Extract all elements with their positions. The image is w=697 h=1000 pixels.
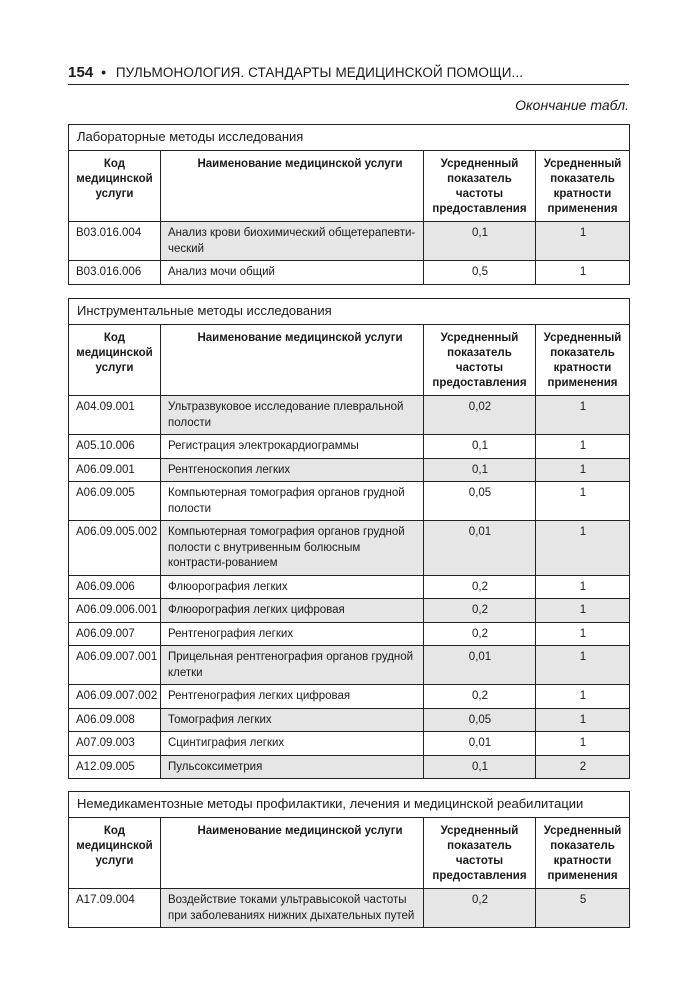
- service-code-cell: B03.016.006: [69, 261, 161, 285]
- service-name-cell: Рентгеноскопия легких: [161, 458, 424, 482]
- column-header-code: Код медицинской услуги: [69, 151, 161, 222]
- header-title: ПУЛЬМОНОЛОГИЯ. СТАНДАРТЫ МЕДИЦИНСКОЙ ПОМОЩИ...: [115, 65, 524, 80]
- multiplicity-cell: 1: [536, 646, 630, 685]
- service-name-cell: Ультразвуковое исследование плевральной полости: [161, 396, 424, 435]
- multiplicity-cell: 1: [536, 708, 630, 732]
- multiplicity-cell: 1: [536, 435, 630, 459]
- frequency-cell: 0,01: [424, 732, 536, 756]
- column-header-multiplicity: Усредненный показатель кратности применения: [536, 151, 630, 222]
- service-name-cell: Рентгенография легких: [161, 622, 424, 646]
- table-row: [69, 732, 630, 756]
- frequency-cell: 0,1: [424, 458, 536, 482]
- column-header-multiplicity: Усредненный показатель кратности применения: [536, 818, 630, 889]
- table-row: [69, 685, 630, 709]
- service-name-cell: Томография легких: [161, 708, 424, 732]
- service-code-cell: A06.09.006: [69, 575, 161, 599]
- table-row: [69, 889, 630, 928]
- multiplicity-cell: 1: [536, 482, 630, 521]
- service-name-cell: Анализ крови биохимический общетерапевти-ческий: [161, 222, 424, 261]
- service-code-cell: A06.09.001: [69, 458, 161, 482]
- table-row: [69, 521, 630, 576]
- service-name-cell: Прицельная рентгенография органов грудной клетки: [161, 646, 424, 685]
- service-code-cell: A06.09.007: [69, 622, 161, 646]
- column-header-name: Наименование медицинской услуги: [161, 325, 424, 396]
- section-title: Инструментальные методы исследования: [69, 299, 630, 325]
- column-header-code: Код медицинской услуги: [69, 818, 161, 889]
- frequency-cell: 0,1: [424, 222, 536, 261]
- table-row: [69, 599, 630, 623]
- multiplicity-cell: 1: [536, 261, 630, 285]
- table-row: [69, 646, 630, 685]
- frequency-cell: 0,05: [424, 482, 536, 521]
- frequency-cell: 0,01: [424, 521, 536, 576]
- multiplicity-cell: 1: [536, 732, 630, 756]
- service-name-cell: Воздействие токами ультравысокой частоты при заболеваниях нижних дыхательных путей: [161, 889, 424, 928]
- table-row: [69, 458, 630, 482]
- header-bullet: •: [101, 65, 107, 80]
- header-rule: [68, 84, 629, 85]
- frequency-cell: 0,5: [424, 261, 536, 285]
- running-header: [68, 64, 629, 81]
- table-non-drug-methods: [68, 791, 630, 928]
- service-code-cell: A06.09.007.002: [69, 685, 161, 709]
- frequency-cell: 0,2: [424, 889, 536, 928]
- column-header-frequency: Усредненный показатель частоты предоставления: [424, 325, 536, 396]
- service-name-cell: Компьютерная томография органов грудной полости: [161, 482, 424, 521]
- table-row: [69, 755, 630, 779]
- frequency-cell: 0,2: [424, 599, 536, 623]
- table-row: [69, 435, 630, 459]
- service-name-cell: Анализ мочи общий: [161, 261, 424, 285]
- frequency-cell: 0,2: [424, 575, 536, 599]
- table-row: [69, 261, 630, 285]
- table-instrumental-methods: [68, 298, 630, 779]
- multiplicity-cell: 1: [536, 458, 630, 482]
- service-name-cell: Регистрация электрокардиограммы: [161, 435, 424, 459]
- multiplicity-cell: 1: [536, 575, 630, 599]
- table-row: [69, 622, 630, 646]
- table-row: [69, 575, 630, 599]
- multiplicity-cell: 1: [536, 521, 630, 576]
- table-row: [69, 222, 630, 261]
- column-header-frequency: Усредненный показатель частоты предоставления: [424, 151, 536, 222]
- table-row: [69, 708, 630, 732]
- multiplicity-cell: 1: [536, 685, 630, 709]
- table-row: [69, 396, 630, 435]
- multiplicity-cell: 1: [536, 222, 630, 261]
- service-code-cell: A06.09.008: [69, 708, 161, 732]
- frequency-cell: 0,2: [424, 622, 536, 646]
- service-code-cell: A12.09.005: [69, 755, 161, 779]
- frequency-cell: 0,1: [424, 435, 536, 459]
- frequency-cell: 0,01: [424, 646, 536, 685]
- section-title: Лабораторные методы исследования: [69, 125, 630, 151]
- service-code-cell: A06.09.005.002: [69, 521, 161, 576]
- service-name-cell: Рентгенография легких цифровая: [161, 685, 424, 709]
- column-header-name: Наименование медицинской услуги: [161, 151, 424, 222]
- frequency-cell: 0,1: [424, 755, 536, 779]
- service-code-cell: A06.09.007.001: [69, 646, 161, 685]
- service-name-cell: Флюорография легких: [161, 575, 424, 599]
- page-number: 154: [68, 64, 94, 81]
- table-continued-label: Окончание табл.: [515, 97, 629, 113]
- service-code-cell: A05.10.006: [69, 435, 161, 459]
- table-laboratory-methods: [68, 124, 630, 285]
- column-header-name: Наименование медицинской услуги: [161, 818, 424, 889]
- service-code-cell: A06.09.006.001: [69, 599, 161, 623]
- section-title: Немедикаментозные методы профилактики, лечения и медицинской реабилитации: [69, 792, 630, 818]
- column-header-frequency: Усредненный показатель частоты предоставления: [424, 818, 536, 889]
- frequency-cell: 0,02: [424, 396, 536, 435]
- multiplicity-cell: 1: [536, 622, 630, 646]
- service-code-cell: A04.09.001: [69, 396, 161, 435]
- multiplicity-cell: 2: [536, 755, 630, 779]
- service-code-cell: A06.09.005: [69, 482, 161, 521]
- service-name-cell: Компьютерная томография органов грудной полости с внутривенным болюсным контрасти-рованием: [161, 521, 424, 576]
- frequency-cell: 0,2: [424, 685, 536, 709]
- column-header-multiplicity: Усредненный показатель кратности применения: [536, 325, 630, 396]
- multiplicity-cell: 1: [536, 599, 630, 623]
- column-header-code: Код медицинской услуги: [69, 325, 161, 396]
- table-row: [69, 482, 630, 521]
- service-code-cell: B03.016.004: [69, 222, 161, 261]
- multiplicity-cell: 1: [536, 396, 630, 435]
- frequency-cell: 0,05: [424, 708, 536, 732]
- service-name-cell: Пульсоксиметрия: [161, 755, 424, 779]
- service-code-cell: A17.09.004: [69, 889, 161, 928]
- service-code-cell: A07.09.003: [69, 732, 161, 756]
- multiplicity-cell: 5: [536, 889, 630, 928]
- service-name-cell: Флюорография легких цифровая: [161, 599, 424, 623]
- service-name-cell: Сцинтиграфия легких: [161, 732, 424, 756]
